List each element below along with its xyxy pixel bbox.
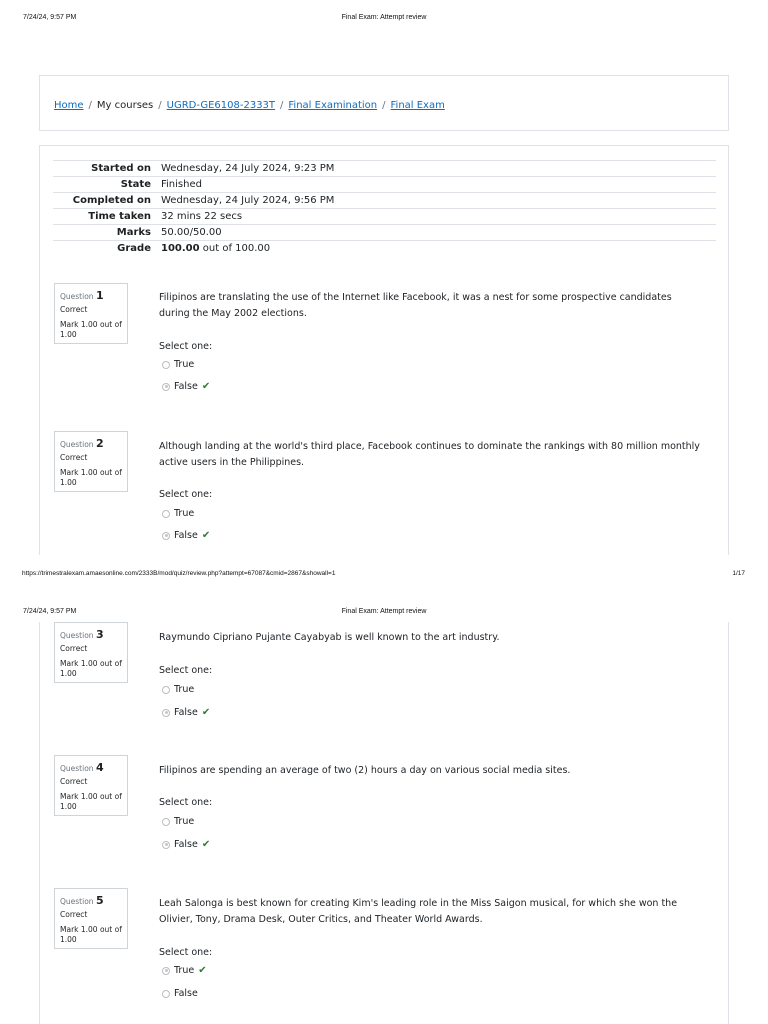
- radio-button-selected[interactable]: [162, 532, 170, 540]
- breadcrumb-section-link[interactable]: Final Examination: [288, 100, 378, 111]
- radio-button[interactable]: [162, 510, 170, 518]
- question-label: Question: [60, 764, 94, 773]
- radio-button[interactable]: [162, 686, 170, 694]
- summary-row: [53, 209, 716, 225]
- summary-value: 32 mins 22 secs: [161, 211, 243, 222]
- radio-button[interactable]: [162, 818, 170, 826]
- answer-option-false[interactable]: [162, 530, 210, 541]
- radio-button-selected[interactable]: [162, 709, 170, 717]
- summary-value: Finished: [161, 179, 202, 190]
- print-title: Final Exam: Attempt review: [341, 14, 427, 21]
- radio-button-selected[interactable]: [162, 841, 170, 849]
- question-info-2: [54, 431, 128, 492]
- attempt-summary-table: [53, 160, 716, 257]
- question-number: 3: [95, 628, 104, 641]
- question-number: 5: [95, 894, 104, 907]
- question-info-5: [54, 888, 128, 949]
- checkmark-icon: ✔: [201, 381, 211, 392]
- answer-label: False: [174, 530, 198, 541]
- breadcrumb-my-courses: My courses: [96, 100, 154, 111]
- question-text-3: Raymundo Cipriano Pujante Cayabyab is well known to the art industry.: [159, 632, 500, 643]
- summary-value: Wednesday, 24 July 2024, 9:23 PM: [161, 163, 335, 174]
- answer-label: True: [174, 684, 195, 695]
- summary-value: 50.00/50.00: [161, 227, 222, 238]
- answer-label: True: [174, 359, 195, 370]
- answer-option-true[interactable]: [162, 965, 207, 976]
- summary-label: State: [120, 179, 151, 190]
- answer-option-true[interactable]: [162, 359, 194, 370]
- print-datetime: 7/24/24, 9:57 PM: [23, 608, 77, 615]
- select-one-label: Select one:: [159, 947, 213, 958]
- answer-option-false[interactable]: [162, 988, 198, 999]
- breadcrumb: [54, 100, 445, 111]
- summary-row: [53, 193, 716, 209]
- breadcrumb-activity-link[interactable]: Final Exam: [390, 100, 445, 111]
- answer-option-true[interactable]: [162, 816, 194, 827]
- answer-option-true[interactable]: [162, 684, 194, 695]
- print-title: Final Exam: Attempt review: [341, 608, 427, 615]
- answer-label: True: [174, 965, 195, 976]
- summary-label: Grade: [117, 243, 151, 255]
- question-label: Question: [60, 631, 94, 640]
- question-state: Correct: [60, 777, 88, 787]
- question-label: Question: [60, 292, 94, 301]
- question-state: Correct: [60, 305, 88, 315]
- summary-label: Started on: [91, 163, 151, 174]
- question-grade: Mark 1.00 out of 1.00: [60, 924, 122, 944]
- breadcrumb-separator: /: [158, 100, 162, 111]
- answer-option-false[interactable]: [162, 707, 210, 718]
- checkmark-icon: ✔: [201, 707, 211, 718]
- select-one-label: Select one:: [159, 341, 213, 352]
- question-grade: Mark 1.00 out of 1.00: [60, 467, 122, 487]
- summary-row: [53, 225, 716, 241]
- radio-button-selected[interactable]: [162, 967, 170, 975]
- select-one-label: Select one:: [159, 797, 213, 808]
- main-content-page2: [39, 622, 729, 1024]
- answer-label: False: [174, 381, 198, 392]
- question-state: Correct: [60, 644, 88, 654]
- print-page-number: 1/17: [732, 570, 745, 577]
- breadcrumb-course-link[interactable]: UGRD-GE6108-2333T: [166, 100, 276, 111]
- question-label: Question: [60, 897, 94, 906]
- summary-value: Wednesday, 24 July 2024, 9:56 PM: [161, 195, 335, 206]
- question-text-2: Although landing at the world's third place, Facebook continues to dominate the rankings with 80 million monthly active users in the Philippines.: [159, 441, 700, 468]
- summary-row: [53, 241, 716, 257]
- breadcrumb-container: [39, 75, 729, 131]
- answer-label: True: [174, 816, 195, 827]
- grade-value: 100.00: [161, 243, 200, 255]
- answer-option-false[interactable]: [162, 839, 210, 850]
- question-number: 4: [95, 761, 104, 774]
- question-info-3: [54, 622, 128, 683]
- question-number: 1: [95, 289, 104, 302]
- answer-label: False: [174, 707, 198, 718]
- print-datetime: 7/24/24, 9:57 PM: [23, 14, 77, 21]
- checkmark-icon: ✔: [201, 530, 211, 541]
- question-state: Correct: [60, 453, 88, 463]
- breadcrumb-separator: /: [382, 100, 386, 111]
- summary-row: [53, 161, 716, 177]
- radio-button[interactable]: [162, 990, 170, 998]
- checkmark-icon: ✔: [201, 839, 211, 850]
- breadcrumb-separator: /: [88, 100, 92, 111]
- radio-button[interactable]: [162, 361, 170, 369]
- answer-option-true[interactable]: [162, 508, 194, 519]
- question-text-1: Filipinos are translating the use of the Internet like Facebook, it was a nest for some prospective candidates during the May 2002 elections.: [159, 292, 672, 319]
- question-number: 2: [95, 437, 104, 450]
- checkmark-icon: ✔: [198, 965, 207, 976]
- summary-row: [53, 177, 716, 193]
- answer-label: True: [174, 508, 195, 519]
- question-grade: Mark 1.00 out of 1.00: [60, 658, 122, 678]
- question-state: Correct: [60, 910, 88, 920]
- answer-label: False: [174, 988, 198, 999]
- summary-label: Completed on: [72, 195, 151, 206]
- breadcrumb-separator: /: [280, 100, 284, 111]
- question-info-4: [54, 755, 128, 816]
- select-one-label: Select one:: [159, 489, 213, 500]
- grade-out-of: out of 100.00: [199, 243, 271, 255]
- answer-option-false[interactable]: [162, 381, 210, 392]
- question-text-5: Leah Salonga is best known for creating Kim's leading role in the Miss Saigon musical, for which she won the Olivier, Tony, Drama Desk, Outer Critics, and Theater World Awards.: [159, 898, 678, 925]
- breadcrumb-home-link[interactable]: Home: [54, 100, 84, 111]
- radio-button-selected[interactable]: [162, 383, 170, 391]
- select-one-label: Select one:: [159, 665, 213, 676]
- summary-label: Marks: [116, 227, 151, 238]
- print-url: https://trimestralexam.amaesonline.com/2333B/mod/quiz/review.php?attempt=67087&cmid=2867&showall=1: [22, 570, 336, 577]
- summary-value: [156, 241, 716, 257]
- summary-label: Time taken: [88, 211, 151, 222]
- question-text-4: Filipinos are spending an average of two (2) hours a day on various social media sites.: [159, 765, 571, 776]
- answer-label: False: [174, 839, 198, 850]
- question-info-1: [54, 283, 128, 344]
- question-grade: Mark 1.00 out of 1.00: [60, 791, 122, 811]
- question-grade: Mark 1.00 out of 1.00: [60, 319, 122, 339]
- question-label: Question: [60, 440, 94, 449]
